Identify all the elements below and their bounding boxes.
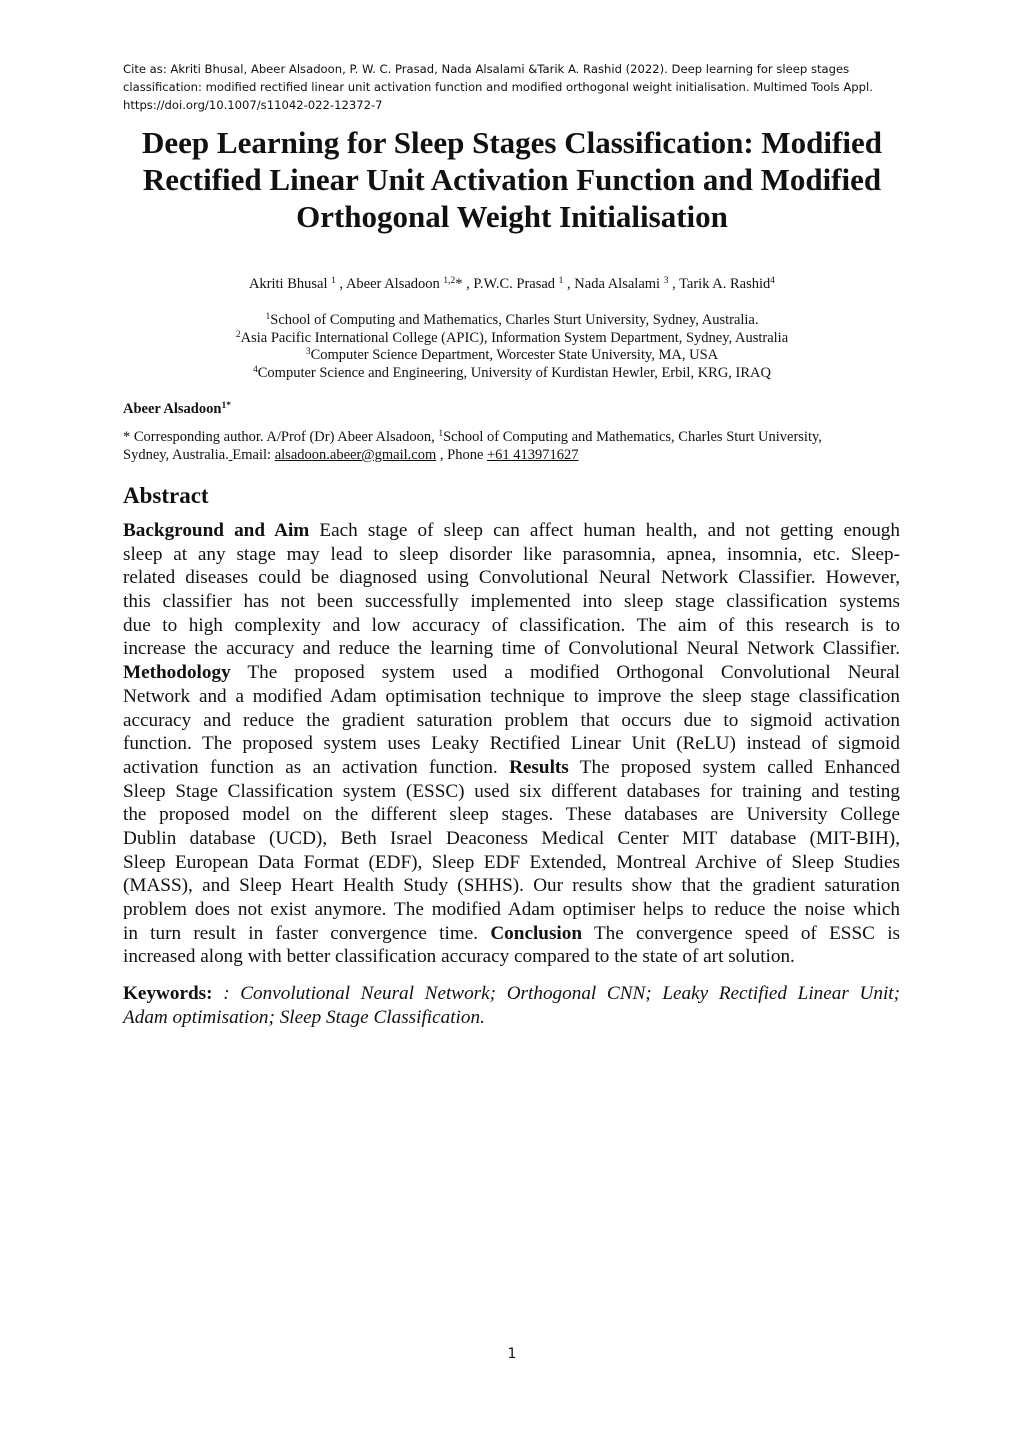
abstract-text: The proposed system called Enhanced bbox=[568, 756, 900, 778]
abstract-text: Sleep European Data Format (EDF), Sleep EDF Extended, Montreal Archive of Sleep Studies bbox=[123, 851, 900, 873]
corresponding-author-name: Abeer Alsadoon$^{1*}$ bbox=[123, 401, 231, 417]
abstract-line bbox=[123, 780, 900, 804]
abstract-text: The proposed system used a modified Orthogonal Convolutional Neural bbox=[230, 662, 900, 684]
citation-block bbox=[123, 60, 903, 114]
affiliation: $^3$Computer Science Department, Worcester State University, MA, USA bbox=[305, 347, 719, 363]
author-affiliation-mark: 1 bbox=[558, 276, 564, 286]
phone-link[interactable]: +61 413971627 bbox=[487, 447, 579, 463]
abstract-text: Sleep Stage Classification system (ESSC) used six different databases for training and testing bbox=[123, 780, 900, 802]
abstract-text: sleep at any stage may lead to sleep disorder like parasomnia, apnea, insomnia, etc. Sleep- bbox=[123, 543, 900, 565]
keywords-text: : Convolutional Neural Network; Orthogonal CNN; Leaky Rectified Linear Unit; bbox=[212, 983, 900, 1004]
abstract-text: increased along with better classification accuracy compared to the state of art solution. bbox=[123, 946, 795, 968]
abstract-text: due to high complexity and low accuracy of classification. The aim of this research is to bbox=[123, 614, 900, 636]
citation-line: Cite as: Akriti Bhusal, Abeer Alsadoon, P. W. C. Prasad, Nada Alsalami &Tarik A. Rashid (2022). Deep learning for sleep stages bbox=[123, 62, 850, 76]
page-number: 1 bbox=[507, 1346, 517, 1362]
abstract-body bbox=[123, 519, 900, 969]
author-name: Akriti Bhusal bbox=[248, 276, 328, 292]
abstract-text: Each stage of sleep can affect human health, and not getting enough bbox=[309, 520, 900, 541]
author-affiliation-mark: 4 bbox=[770, 276, 776, 286]
author-name: Abeer Alsadoon bbox=[345, 276, 440, 292]
corresponding-author-note: * Corresponding author. A/Prof (Dr) Abeer Alsadoon, $^1$School of Computing and Mathematics, Charles Sturt University, Sydney, Australia. Email: alsadoon.abeer@gmail.com , Phone +61 413971627 bbox=[123, 429, 822, 463]
abstract-line bbox=[123, 922, 900, 946]
keywords-label: Keywords: bbox=[123, 983, 213, 1004]
abstract-text: increase the accuracy and reduce the learning time of Convolutional Neural Network Classifier. bbox=[123, 638, 900, 660]
abstract-line bbox=[123, 685, 900, 709]
abstract-text: the proposed model on the different sleep stages. These databases are University College bbox=[123, 804, 900, 826]
abstract-text: function. The proposed system uses Leaky Rectified Linear Unit (ReLU) instead of sigmoid bbox=[123, 733, 900, 755]
email-link[interactable]: alsadoon.abeer@gmail.com bbox=[274, 447, 437, 463]
abstract-line bbox=[123, 851, 900, 875]
abstract-text: this classifier has not been successfully implemented into sleep stage classification systems bbox=[123, 591, 900, 613]
abstract-section-label: Conclusion bbox=[490, 922, 583, 944]
author-affiliation-mark: 1,2 bbox=[443, 276, 456, 286]
abstract-section-label: Methodology bbox=[123, 662, 231, 684]
affiliation: $^2$Asia Pacific International College (APIC), Information System Department, Sydney, Australia bbox=[235, 329, 789, 346]
keywords-text: Adam optimisation; Sleep Stage Classification. bbox=[123, 1006, 485, 1028]
abstract-line bbox=[123, 614, 900, 638]
author-name: Nada Alsalami bbox=[574, 276, 661, 292]
abstract-line bbox=[123, 945, 900, 969]
abstract-text: activation function as an activation function. bbox=[123, 756, 510, 778]
abstract-text: (MASS), and Sleep Heart Health Study (SHHS). Our results show that the gradient saturation bbox=[123, 875, 900, 897]
abstract-text: related diseases could be diagnosed using Convolutional Neural Network Classifier. However, bbox=[123, 567, 900, 589]
abstract-line bbox=[123, 566, 900, 590]
paper-title bbox=[100, 124, 924, 235]
abstract-line bbox=[123, 519, 900, 543]
abstract-text: The convergence speed of ESSC is bbox=[582, 922, 901, 944]
abstract-line bbox=[123, 661, 900, 685]
title-line: Deep Learning for Sleep Stages Classification: Modified bbox=[142, 125, 882, 160]
abstract-text: problem does not exist anymore. The modified Adam optimiser helps to reduce the noise which bbox=[123, 899, 900, 920]
abstract-line bbox=[123, 709, 900, 733]
abstract-line bbox=[123, 590, 900, 614]
affiliation: $^1$School of Computing and Mathematics, Charles Sturt University, Sydney, Australia. bbox=[265, 312, 759, 328]
abstract-text: accuracy and reduce the gradient saturation problem that occurs due to sigmoid activation bbox=[123, 709, 900, 731]
corresponding-mark: * bbox=[455, 276, 463, 292]
author-affiliation-mark: 1 bbox=[331, 276, 336, 286]
abstract-line bbox=[123, 874, 900, 898]
author-affiliation-mark: 3 bbox=[663, 276, 669, 286]
author-list: Akriti Bhusal $^1$ , Abeer Alsadoon $^{1,2}$* , P.W.C. Prasad $^1$ , Nada Alsalami $^3$ , Tarik A. Rashid$^4$ bbox=[248, 276, 776, 292]
abstract-line bbox=[123, 898, 900, 922]
abstract-line bbox=[123, 803, 900, 827]
abstract-line bbox=[123, 732, 900, 756]
abstract-line bbox=[123, 543, 900, 567]
title-line: Rectified Linear Unit Activation Function and Modified bbox=[142, 162, 882, 197]
abstract-line bbox=[123, 756, 900, 780]
abstract-text: in turn result in faster convergence time. bbox=[123, 922, 491, 944]
keywords-block bbox=[123, 982, 900, 1029]
citation-line: classification: modified rectified linear unit activation function and modified orthogonal weight initialisation. Multimed Tools Appl. bbox=[123, 80, 873, 94]
abstract-heading: Abstract bbox=[123, 483, 209, 508]
title-line: Orthogonal Weight Initialisation bbox=[296, 199, 728, 234]
author-name: P.W.C. Prasad bbox=[473, 276, 556, 292]
abstract-section-label: Results bbox=[509, 756, 569, 778]
abstract-text: Dublin database (UCD), Beth Israel Deaconess Medical Center MIT database (MIT-BIH), bbox=[123, 827, 900, 849]
affiliation-list bbox=[100, 312, 924, 382]
abstract-line bbox=[123, 827, 900, 851]
abstract-text: Network and a modified Adam optimisation technique to improve the sleep stage classification bbox=[123, 685, 900, 707]
author-name: Tarik A. Rashid bbox=[679, 276, 771, 292]
abstract-line bbox=[123, 637, 900, 661]
citation-line: https://doi.org/10.1007/s11042-022-12372-7 bbox=[123, 98, 383, 112]
abstract-section-label: Background and Aim bbox=[123, 520, 310, 541]
affiliation: $^4$Computer Science and Engineering, University of Kurdistan Hewler, Erbil, KRG, IRAQ bbox=[253, 364, 771, 381]
